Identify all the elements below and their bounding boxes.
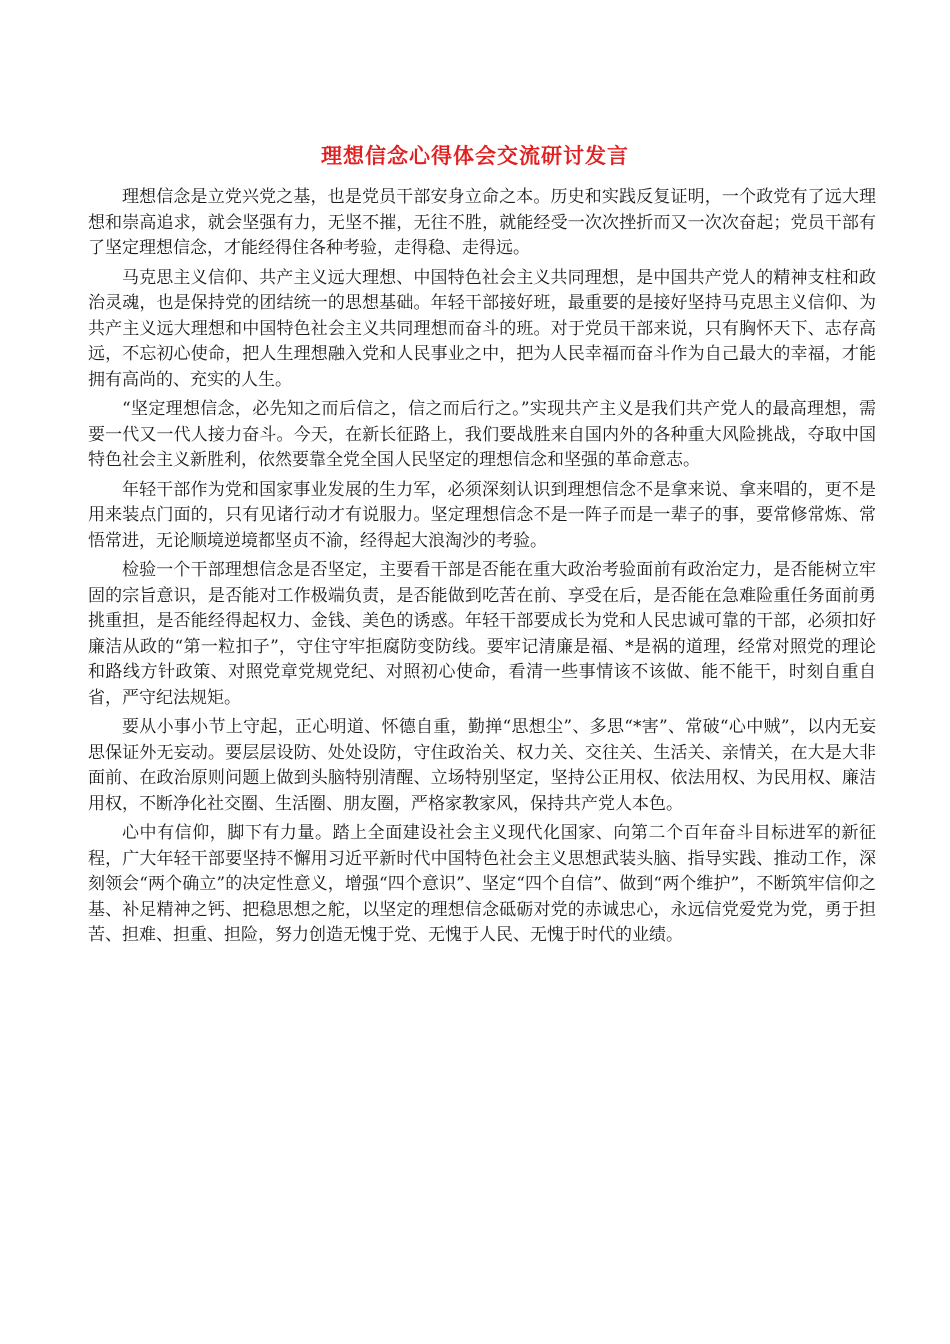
paragraph: 要从小事小节上守起，正心明道、怀德自重，勤掸“思想尘”、多思“*害”、常破“心中贼”，以内无妄思保证外无妄动。要层层设防、处处设防，守住政治关、权力关、交往关、生活关、亲情关，在大是大非面前、在政治原则问题上做到头脑特别清醒、立场特别坚定，坚持公正用权、依法用权、为民用权、廉洁用权，不断净化社交圈、生活圈、朋友圈，严格家教家风，保持共产党人本色。 bbox=[88, 717, 876, 814]
document-body bbox=[88, 185, 876, 953]
paragraph: 理想信念是立党兴党之基，也是党员干部安身立命之本。历史和实践反复证明，一个政党有了远大理想和崇高追求，就会坚强有力，无坚不摧，无往不胜，就能经受一次次挫折而又一次次奋起；党员干部有了坚定理想信念，才能经得住各种考验，走得稳、走得远。 bbox=[88, 187, 876, 258]
paragraph: “坚定理想信念，必先知之而后信之，信之而后行之。”实现共产主义是我们共产党人的最高理想，需要一代又一代人接力奋斗。今天，在新长征路上，我们要战胜来自国内外的各种重大风险挑战，夺取中国特色社会主义新胜利，依然要靠全党全国人民坚定的理想信念和坚强的革命意志。 bbox=[88, 399, 876, 470]
paragraph: 年轻干部作为党和国家事业发展的生力军，必须深刻认识到理想信念不是拿来说、拿来唱的，更不是用来装点门面的，只有见诸行动才有说服力。坚定理想信念不是一阵子而是一辈子的事，要常修常炼、常悟常进，无论顺境逆境都坚贞不渝，经得起大浪淘沙的考验。 bbox=[88, 479, 876, 551]
paragraph: 心中有信仰，脚下有力量。踏上全面建设社会主义现代化国家、向第二个百年奋斗目标进军的新征程，广大年轻干部要坚持不懈用习近平新时代中国特色社会主义思想武装头脑、指导实践、推动工作，深刻领会“两个确立”的决定性意义，增强“四个意识”、坚定“四个自信”、做到“两个维护”，不断筑牢信仰之基、补足精神之钙、把稳思想之舵，以坚定的理想信念砥砺对党的赤诚忠心，永远信党爱党为党，勇于担苦、担难、担重、担险，努力创造无愧于党、无愧于人民、无愧于时代的业绩。 bbox=[88, 823, 876, 945]
paragraph: 检验一个干部理想信念是否坚定，主要看干部是否能在重大政治考验面前有政治定力，是否能树立牢固的宗旨意识，是否能对工作极端负责，是否能做到吃苦在前、享受在后，是否能在急难险重任务面前勇挑重担，是否能经得起权力、金钱、美色的诱惑。年轻干部要成长为党和人民忠诚可靠的干部，必须扣好廉洁从政的“第一粒扣子”，守住守牢拒腐防变防线。要牢记清廉是福、*是祸的道理，经常对照党的理论和路线方针政策、对照党章党规党纪、对照初心使命，看清一些事情该不该做、能不能干，时刻自重自省，严守纪法规矩。 bbox=[88, 560, 876, 708]
document-title: 理想信念心得体会交流研讨发言 bbox=[321, 143, 629, 168]
paragraph: 马克思主义信仰、共产主义远大理想、中国特色社会主义共同理想，是中国共产党人的精神支柱和政治灵魂，也是保持党的团结统一的思想基础。年轻干部接好班，最重要的是接好坚持马克思主义信仰、为共产主义远大理想和中国特色社会主义共同理想而奋斗的班。对于党员干部来说，只有胸怀天下、志存高远，不忘初心使命，把人生理想融入党和人民事业之中，把为人民幸福而奋斗作为自己最大的幸福，才能拥有高尚的、充实的人生。 bbox=[88, 267, 876, 390]
